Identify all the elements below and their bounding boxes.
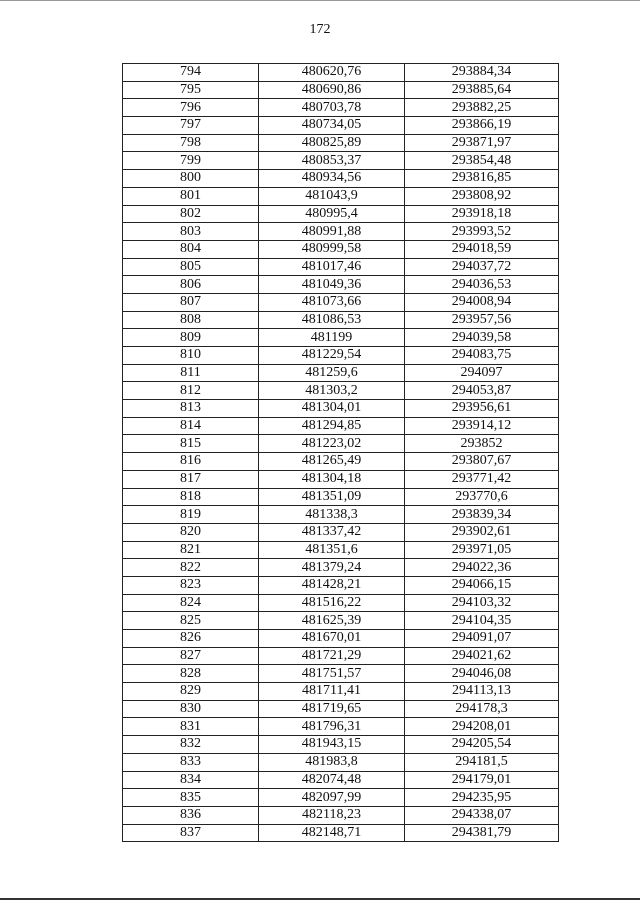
x-coordinate-cell: 481086,53 — [259, 311, 405, 329]
table-row — [123, 612, 559, 630]
table-row — [123, 382, 559, 400]
table-row — [123, 258, 559, 276]
table-row — [123, 311, 559, 329]
point-number-cell: 818 — [123, 488, 259, 506]
point-number-cell: 836 — [123, 806, 259, 824]
point-number-cell: 826 — [123, 630, 259, 648]
table-row — [123, 435, 559, 453]
table-row — [123, 736, 559, 754]
point-number-cell: 795 — [123, 81, 259, 99]
x-coordinate-cell: 480690,86 — [259, 81, 405, 99]
table-row — [123, 576, 559, 594]
y-coordinate-cell: 294066,15 — [405, 576, 559, 594]
y-coordinate-cell: 293871,97 — [405, 134, 559, 152]
table-row — [123, 117, 559, 135]
y-coordinate-cell: 293854,48 — [405, 152, 559, 170]
y-coordinate-cell: 294083,75 — [405, 347, 559, 365]
y-coordinate-cell: 293816,85 — [405, 170, 559, 188]
x-coordinate-cell: 482097,99 — [259, 789, 405, 807]
y-coordinate-cell: 294021,62 — [405, 647, 559, 665]
x-coordinate-cell: 481428,21 — [259, 576, 405, 594]
x-coordinate-cell: 480934,56 — [259, 170, 405, 188]
y-coordinate-cell: 293852 — [405, 435, 559, 453]
x-coordinate-cell: 480999,58 — [259, 240, 405, 258]
point-number-cell: 796 — [123, 99, 259, 117]
x-coordinate-cell: 481625,39 — [259, 612, 405, 630]
table-row — [123, 700, 559, 718]
y-coordinate-cell: 294181,5 — [405, 753, 559, 771]
table-row — [123, 523, 559, 541]
point-number-cell: 823 — [123, 576, 259, 594]
y-coordinate-cell: 293882,25 — [405, 99, 559, 117]
x-coordinate-cell: 481338,3 — [259, 506, 405, 524]
y-coordinate-cell: 293771,42 — [405, 470, 559, 488]
x-coordinate-cell: 480703,78 — [259, 99, 405, 117]
table-row — [123, 470, 559, 488]
table-row — [123, 506, 559, 524]
x-coordinate-cell: 482074,48 — [259, 771, 405, 789]
point-number-cell: 804 — [123, 240, 259, 258]
table-row — [123, 647, 559, 665]
y-coordinate-cell: 293902,61 — [405, 523, 559, 541]
y-coordinate-cell: 293957,56 — [405, 311, 559, 329]
coordinates-table — [122, 63, 559, 842]
table-row — [123, 417, 559, 435]
y-coordinate-cell: 294053,87 — [405, 382, 559, 400]
y-coordinate-cell: 293971,05 — [405, 541, 559, 559]
point-number-cell: 833 — [123, 753, 259, 771]
x-coordinate-cell: 481265,49 — [259, 453, 405, 471]
x-coordinate-cell: 481073,66 — [259, 293, 405, 311]
point-number-cell: 821 — [123, 541, 259, 559]
x-coordinate-cell: 481223,02 — [259, 435, 405, 453]
point-number-cell: 794 — [123, 64, 259, 82]
x-coordinate-cell: 481017,46 — [259, 258, 405, 276]
point-number-cell: 822 — [123, 559, 259, 577]
point-number-cell: 805 — [123, 258, 259, 276]
table-row — [123, 240, 559, 258]
x-coordinate-cell: 481943,15 — [259, 736, 405, 754]
y-coordinate-cell: 294046,08 — [405, 665, 559, 683]
x-coordinate-cell: 481304,01 — [259, 400, 405, 418]
x-coordinate-cell: 482148,71 — [259, 824, 405, 842]
x-coordinate-cell: 481516,22 — [259, 594, 405, 612]
x-coordinate-cell: 481751,57 — [259, 665, 405, 683]
x-coordinate-cell: 481379,24 — [259, 559, 405, 577]
table-row — [123, 824, 559, 842]
point-number-cell: 811 — [123, 364, 259, 382]
y-coordinate-cell: 294205,54 — [405, 736, 559, 754]
table-row — [123, 771, 559, 789]
x-coordinate-cell: 482118,23 — [259, 806, 405, 824]
y-coordinate-cell: 294039,58 — [405, 329, 559, 347]
table-row — [123, 559, 559, 577]
table-row — [123, 205, 559, 223]
point-number-cell: 830 — [123, 700, 259, 718]
x-coordinate-cell: 481351,6 — [259, 541, 405, 559]
point-number-cell: 797 — [123, 117, 259, 135]
point-number-cell: 834 — [123, 771, 259, 789]
x-coordinate-cell: 481043,9 — [259, 187, 405, 205]
x-coordinate-cell: 480991,88 — [259, 223, 405, 241]
y-coordinate-cell: 294097 — [405, 364, 559, 382]
table-row — [123, 665, 559, 683]
x-coordinate-cell: 481796,31 — [259, 718, 405, 736]
point-number-cell: 816 — [123, 453, 259, 471]
x-coordinate-cell: 481983,8 — [259, 753, 405, 771]
y-coordinate-cell: 294018,59 — [405, 240, 559, 258]
point-number-cell: 799 — [123, 152, 259, 170]
y-coordinate-cell: 293866,19 — [405, 117, 559, 135]
x-coordinate-cell: 480734,05 — [259, 117, 405, 135]
table-row — [123, 683, 559, 701]
table-row — [123, 347, 559, 365]
table-row — [123, 170, 559, 188]
x-coordinate-cell: 481259,6 — [259, 364, 405, 382]
point-number-cell: 828 — [123, 665, 259, 683]
table-row — [123, 806, 559, 824]
table-row — [123, 453, 559, 471]
point-number-cell: 808 — [123, 311, 259, 329]
x-coordinate-cell: 481351,09 — [259, 488, 405, 506]
table-row — [123, 223, 559, 241]
y-coordinate-cell: 294208,01 — [405, 718, 559, 736]
x-coordinate-cell: 481199 — [259, 329, 405, 347]
y-coordinate-cell: 294178,3 — [405, 700, 559, 718]
y-coordinate-cell: 293770,6 — [405, 488, 559, 506]
x-coordinate-cell: 480825,89 — [259, 134, 405, 152]
x-coordinate-cell: 481049,36 — [259, 276, 405, 294]
table-row — [123, 630, 559, 648]
y-coordinate-cell: 293808,92 — [405, 187, 559, 205]
table-row — [123, 187, 559, 205]
point-number-cell: 800 — [123, 170, 259, 188]
point-number-cell: 824 — [123, 594, 259, 612]
coordinates-table-body — [123, 64, 559, 842]
point-number-cell: 827 — [123, 647, 259, 665]
x-coordinate-cell: 480620,76 — [259, 64, 405, 82]
x-coordinate-cell: 481711,41 — [259, 683, 405, 701]
point-number-cell: 814 — [123, 417, 259, 435]
point-number-cell: 798 — [123, 134, 259, 152]
y-coordinate-cell: 293839,34 — [405, 506, 559, 524]
point-number-cell: 837 — [123, 824, 259, 842]
y-coordinate-cell: 294091,07 — [405, 630, 559, 648]
y-coordinate-cell: 294179,01 — [405, 771, 559, 789]
y-coordinate-cell: 293885,64 — [405, 81, 559, 99]
point-number-cell: 829 — [123, 683, 259, 701]
x-coordinate-cell: 481337,42 — [259, 523, 405, 541]
table-row — [123, 99, 559, 117]
y-coordinate-cell: 294338,07 — [405, 806, 559, 824]
y-coordinate-cell: 293993,52 — [405, 223, 559, 241]
point-number-cell: 819 — [123, 506, 259, 524]
point-number-cell: 810 — [123, 347, 259, 365]
x-coordinate-cell: 481229,54 — [259, 347, 405, 365]
y-coordinate-cell: 293914,12 — [405, 417, 559, 435]
x-coordinate-cell: 481670,01 — [259, 630, 405, 648]
x-coordinate-cell: 481719,65 — [259, 700, 405, 718]
point-number-cell: 807 — [123, 293, 259, 311]
bottom-edge — [0, 898, 640, 900]
y-coordinate-cell: 294381,79 — [405, 824, 559, 842]
y-coordinate-cell: 293956,61 — [405, 400, 559, 418]
table-row — [123, 488, 559, 506]
point-number-cell: 835 — [123, 789, 259, 807]
y-coordinate-cell: 294104,35 — [405, 612, 559, 630]
table-row — [123, 594, 559, 612]
point-number-cell: 815 — [123, 435, 259, 453]
table-row — [123, 152, 559, 170]
point-number-cell: 820 — [123, 523, 259, 541]
table-row — [123, 293, 559, 311]
table-row — [123, 276, 559, 294]
x-coordinate-cell: 481303,2 — [259, 382, 405, 400]
table-row — [123, 753, 559, 771]
point-number-cell: 825 — [123, 612, 259, 630]
point-number-cell: 812 — [123, 382, 259, 400]
y-coordinate-cell: 294103,32 — [405, 594, 559, 612]
y-coordinate-cell: 294036,53 — [405, 276, 559, 294]
y-coordinate-cell: 294008,94 — [405, 293, 559, 311]
table-row — [123, 400, 559, 418]
y-coordinate-cell: 293807,67 — [405, 453, 559, 471]
x-coordinate-cell: 480853,37 — [259, 152, 405, 170]
table-row — [123, 364, 559, 382]
point-number-cell: 801 — [123, 187, 259, 205]
table-row — [123, 718, 559, 736]
table-row — [123, 541, 559, 559]
y-coordinate-cell: 294037,72 — [405, 258, 559, 276]
x-coordinate-cell: 481721,29 — [259, 647, 405, 665]
x-coordinate-cell: 480995,4 — [259, 205, 405, 223]
x-coordinate-cell: 481294,85 — [259, 417, 405, 435]
y-coordinate-cell: 293884,34 — [405, 64, 559, 82]
table-row — [123, 134, 559, 152]
table-row — [123, 81, 559, 99]
y-coordinate-cell: 294022,36 — [405, 559, 559, 577]
table-row — [123, 789, 559, 807]
point-number-cell: 813 — [123, 400, 259, 418]
y-coordinate-cell: 294235,95 — [405, 789, 559, 807]
page-number: 172 — [309, 22, 331, 37]
point-number-cell: 806 — [123, 276, 259, 294]
table-row — [123, 64, 559, 82]
point-number-cell: 832 — [123, 736, 259, 754]
top-edge — [0, 0, 640, 1]
point-number-cell: 809 — [123, 329, 259, 347]
y-coordinate-cell: 294113,13 — [405, 683, 559, 701]
point-number-cell: 803 — [123, 223, 259, 241]
x-coordinate-cell: 481304,18 — [259, 470, 405, 488]
table-row — [123, 329, 559, 347]
point-number-cell: 817 — [123, 470, 259, 488]
point-number-cell: 831 — [123, 718, 259, 736]
point-number-cell: 802 — [123, 205, 259, 223]
y-coordinate-cell: 293918,18 — [405, 205, 559, 223]
